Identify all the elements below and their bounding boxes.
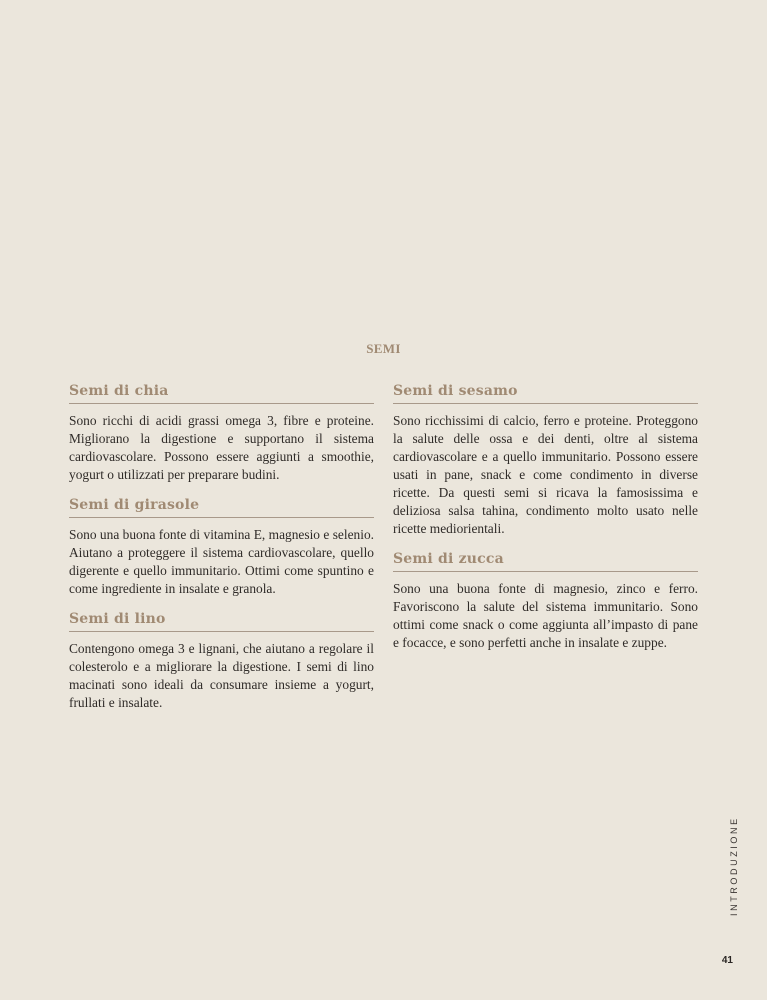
entry-title: Semi di chia xyxy=(69,382,374,404)
entry-text: Sono una buona fonte di vitamina E, magnesio e selenio. Aiutano a proteggere il sistema cardiovascolare, quello digerente e quello immunitario. Ottimi come spuntino e come ingrediente in insalate e granola. xyxy=(69,527,374,596)
entry-text: Contengono omega 3 e lignani, che aiutano a regolare il colesterolo e a migliorare la digestione. I semi di lino macinati sono ideali da consumare insieme a yogurt, frullati e insalate. xyxy=(69,641,374,710)
chapter-label: INTRODUZIONE xyxy=(729,816,739,916)
section-title: SEMI xyxy=(366,341,401,356)
left-column xyxy=(69,382,374,724)
entry-semi-di-girasole xyxy=(69,496,374,598)
entry-title: Semi di zucca xyxy=(393,550,698,572)
entry-semi-di-chia xyxy=(69,382,374,484)
entry-text: Sono ricchi di acidi grassi omega 3, fibre e proteine. Migliorano la digestione e supportano il sistema cardiovascolare. Possono essere aggiunti a smoothie, yogurt o utilizzati per preparare budini. xyxy=(69,413,374,482)
right-column xyxy=(393,382,698,664)
entry-text: Sono ricchissimi di calcio, ferro e proteine. Proteggono la salute delle ossa e dei denti, oltre al sistema cardiovascolare e a quello immunitario. Possono essere usati in pane, snack e come condimento in diverse ricette. Da questi semi si ricava la famosissima e deliziosa salsa tahina, condimento molto usato nelle ricette mediorientali. xyxy=(393,413,698,536)
entry-semi-di-lino xyxy=(69,610,374,712)
page-number: 41 xyxy=(721,955,733,966)
entry-semi-di-zucca xyxy=(393,550,698,652)
entry-title: Semi di sesamo xyxy=(393,382,698,404)
entry-semi-di-sesamo xyxy=(393,382,698,538)
entry-title: Semi di girasole xyxy=(69,496,374,518)
entry-title: Semi di lino xyxy=(69,610,374,632)
entry-text: Sono una buona fonte di magnesio, zinco e ferro. Favoriscono la salute del sistema immunitario. Sono ottimi come snack o come aggiunta all’impasto di pane e focacce, e sono perfetti anche in insalate e zuppe. xyxy=(393,581,698,650)
